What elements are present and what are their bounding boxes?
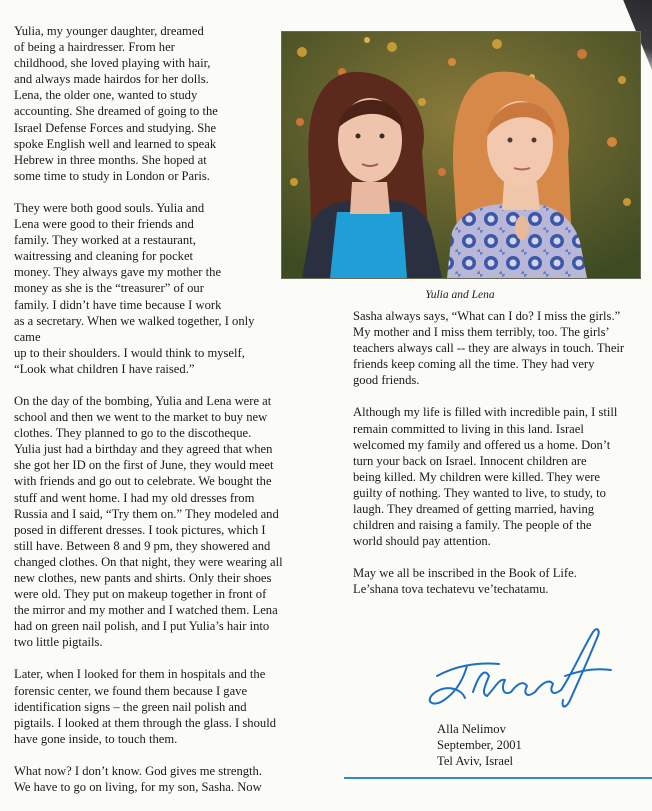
photo-caption: Yulia and Lena [425, 289, 495, 301]
paragraph-sasha: Sasha always says, “What can I do? I miss the girls.” My mother and I miss them terribly, too. The girls’ teachers always call -- they are always in touch. Their friends keep coming all the time. They had very good friends. [353, 309, 625, 388]
paragraph-book-of-life: May we all be inscribed in the Book of Life. Le’shana tova techatevu ve’techatamu. [353, 566, 577, 597]
right-column [353, 308, 638, 614]
footer-rule [344, 777, 652, 779]
paragraph-day-of-bombing: On the day of the bombing, Yulia and Lena were at school and then we went to the market to buy new clothes. They planned to go to the discotheque. Yulia just had a birthday and they agreed that when she got her ID on the first of June, they would meet with friends and go out to celebrate. We bought the stuff and went home. I had my old dresses from Russia and I said, “Try them on.” They modeled and posed in different dresses. I took pictures, which I still have. Between 8 and 9 pm, they showered and changed clothes. On that night, they were wearing all new clothes, new pants and shirts. Only their shoes were old. They put on makeup together in front of the mirror and my mother and I watched them. Lena had on green nail polish, and I put Yulia’s hair into two little pigtails. [14, 393, 283, 650]
author-name: Alla Nelimov [437, 722, 506, 736]
paragraph-committed: Although my life is filled with incredible pain, I still remain committed to living in this land. Israel welcomed my family and offered us a home. Don’t turn your back on Israel. Innocent children are being killed. My children were killed. They were guilty of nothing. They wanted to live, to study, to laugh. They dreamed of getting married, having children and raising a family. The people of the world should pay attention. [353, 405, 618, 549]
signature-date: September, 2001 [437, 738, 522, 752]
signature-place: Tel Aviv, Israel [437, 754, 514, 768]
paragraph-good-souls: They were both good souls. Yulia and Lena were good to their friends and family. They worked at a restaurant, waitressing and cleaning for pocket money. They always gave my mother the money as she is the “treasurer” of our family. I didn’t have time because I work as a secretary. When we walked together, I only came up to their shoulders. I would think to myself, “Look what children I have raised.” [14, 200, 255, 376]
paragraph-what-now: What now? I don’t know. God gives me strength. We have to go on living, for my son, Sasha. Now [14, 763, 262, 795]
paragraph-hospitals: Later, when I looked for them in hospitals and the forensic center, we found them because I gave identification signs – the green nail polish and pigtails. I looked at them through the glass. I should have gone inside, to touch them. [14, 667, 276, 746]
handwritten-signature [415, 618, 625, 718]
photo-yulia-and-lena [281, 31, 641, 279]
paragraph-dreams: Yulia, my younger daughter, dreamed of being a hairdresser. From her childhood, she loved playing with hair, and always made hairdos for her dolls. Lena, the older one, wanted to study accounting. She dreamed of going to the Israel Defense Forces and studying. She spoke English well and learned to speak Hebrew in three months. She hoped at some time to study in London or Paris. [14, 24, 218, 183]
signature-block [437, 721, 522, 769]
